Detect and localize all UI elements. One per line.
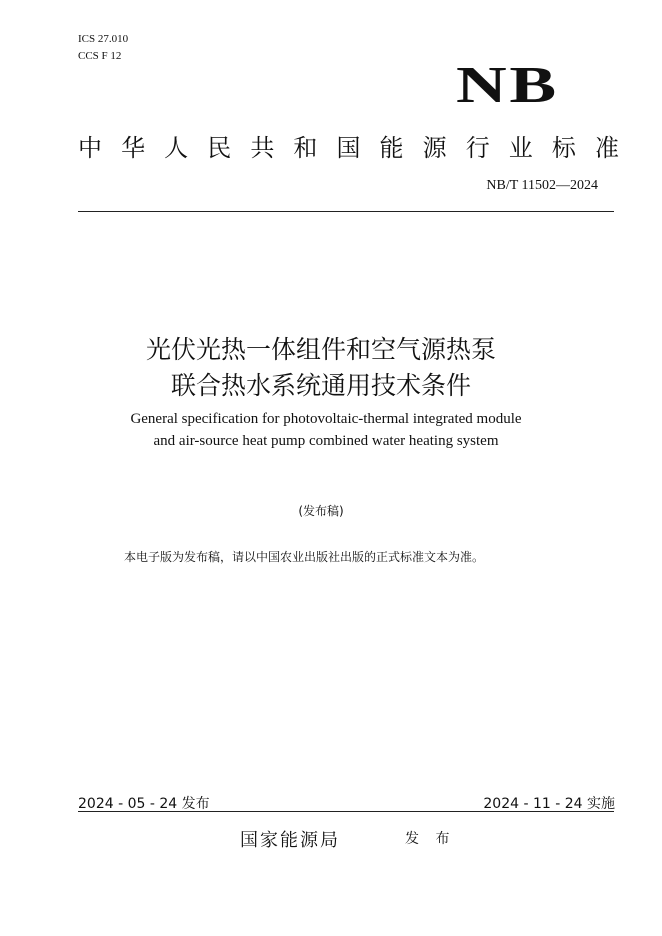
edition-notice: 本电子版为发布稿，请以中国农业出版社出版的正式标准文本为准。	[124, 550, 485, 564]
industry-char: 华	[121, 134, 146, 162]
ics-code: ICS 27.010	[78, 33, 129, 45]
ccs-code: CCS F 12	[78, 50, 122, 62]
title-en-line-2: and air-source heat pump combined water heating system	[153, 433, 499, 449]
industry-char: 业	[508, 134, 533, 162]
publish-label: 发 布	[405, 831, 456, 847]
draft-label: (发布稿)	[298, 504, 344, 518]
industry-char: 准	[594, 134, 619, 162]
title-cn-line-2: 联合热水系统通用技术条件	[170, 371, 471, 400]
industry-char: 国	[336, 134, 361, 162]
nb-logo: NB	[456, 57, 559, 114]
title-cn-line-1: 光伏光热一体组件和空气源热泵	[145, 335, 496, 364]
footer-divider	[78, 811, 614, 812]
industry-standard-title	[78, 128, 619, 163]
standard-number: NB/T 11502—2024	[486, 178, 598, 193]
industry-char: 中	[78, 134, 102, 162]
industry-char: 人	[164, 134, 189, 162]
industry-char: 源	[422, 134, 447, 162]
industry-char: 共	[250, 134, 275, 162]
industry-char: 民	[207, 134, 232, 162]
industry-char: 行	[465, 134, 490, 162]
implementation-date: 2024 - 11 - 24 实施	[483, 796, 615, 812]
industry-char: 和	[293, 134, 318, 162]
industry-char: 标	[551, 134, 576, 162]
industry-char: 能	[379, 134, 404, 162]
issue-date: 2024 - 05 - 24 发布	[78, 796, 210, 812]
header-divider	[78, 211, 614, 212]
publisher-name: 国家能源局	[240, 830, 340, 851]
title-en-line-1: General specification for photovoltaic-thermal integrated module	[130, 411, 522, 427]
